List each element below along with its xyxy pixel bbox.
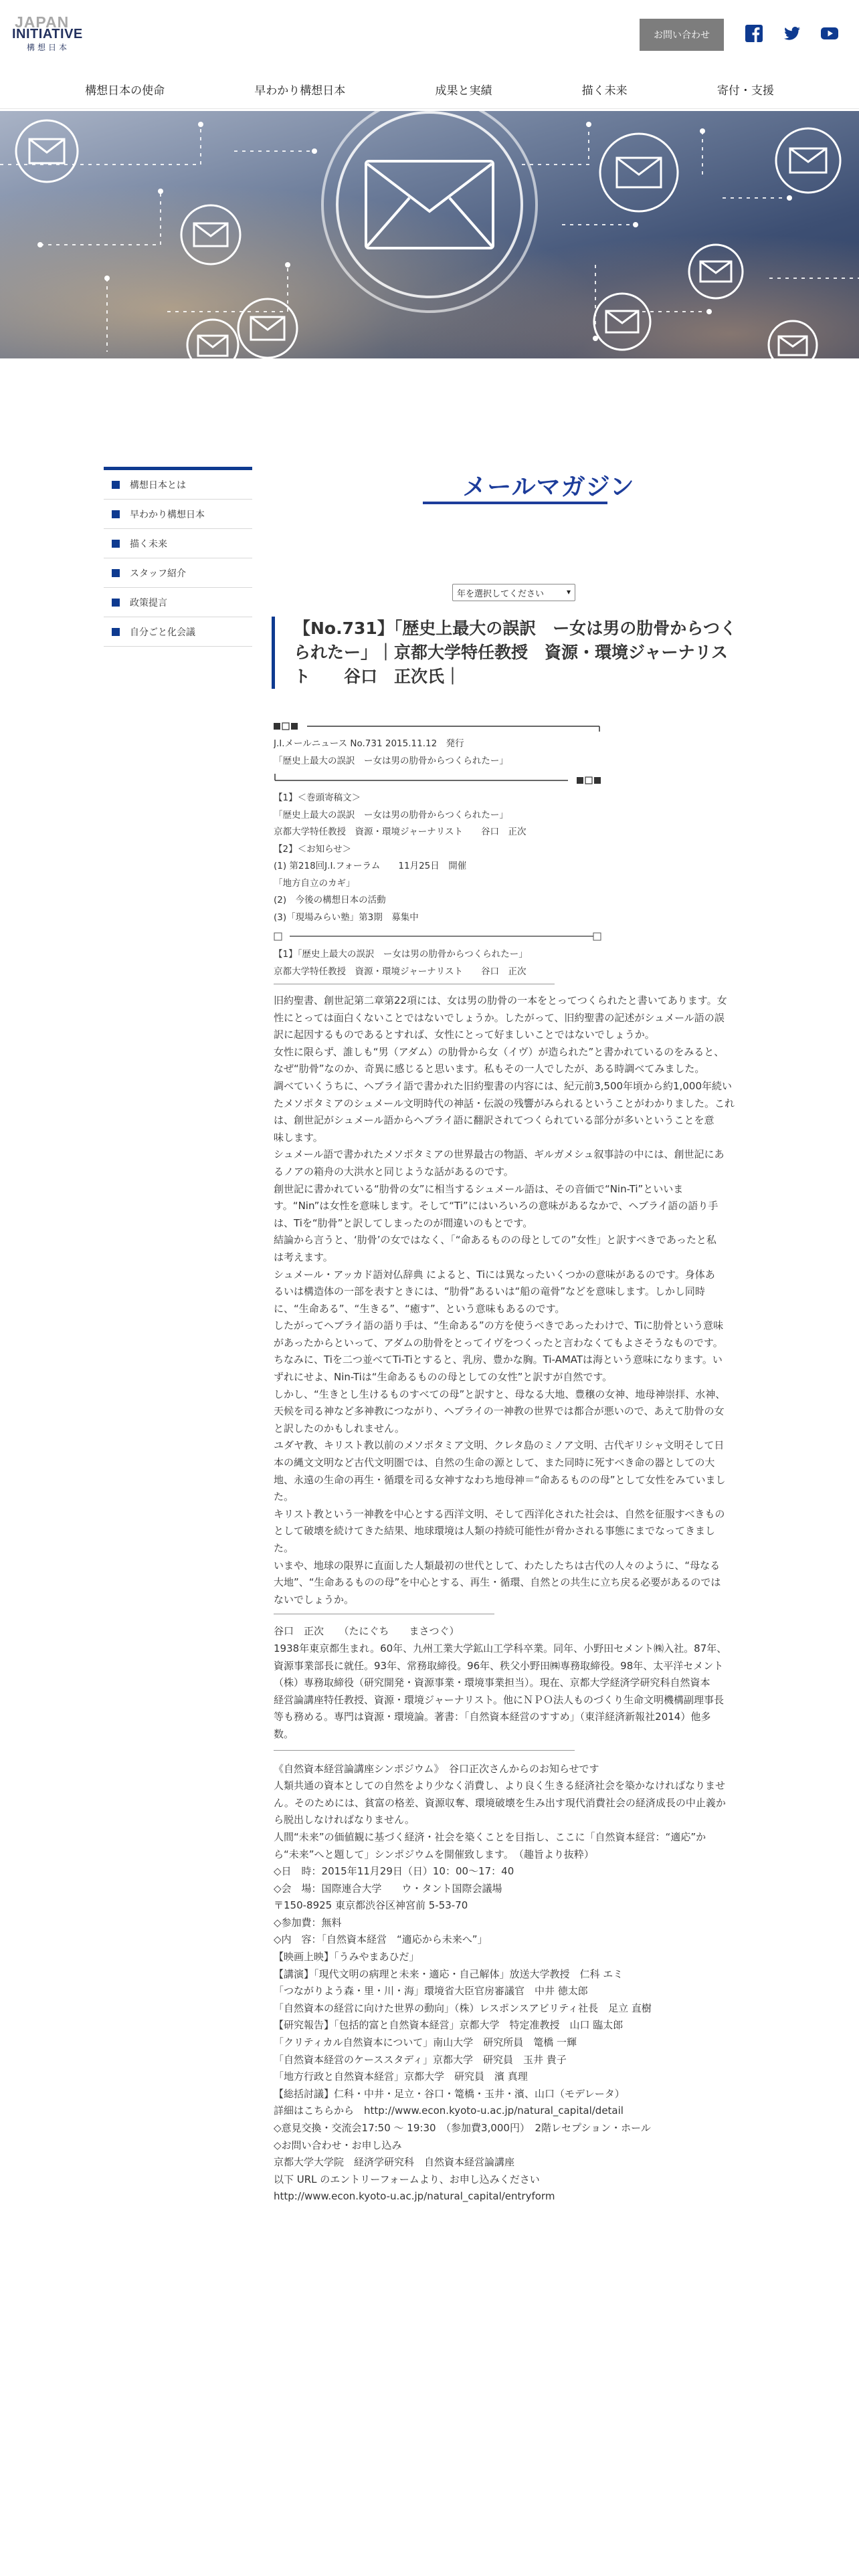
article-title-line: ト 谷口 正次氏｜ (294, 667, 462, 686)
site-header (0, 0, 859, 70)
article-paragraph-line: は、創世記がシュメール語からヘブライ語に翻訳されてつくられている部分が多いということを意 (274, 1114, 714, 1127)
symposium-line: ん。そのためには、貧富の格差、資源収奪、環境破壊を生み出す現代消費社会の経済成長の中止義か (274, 1796, 726, 1809)
article-paragraph-line: 地、永遠の生命の再生・循環を司る女神すなわち地母神＝“命あるものの母”として女性をみていまし (274, 1473, 726, 1486)
toc-line: 【2】＜お知らせ＞ (274, 843, 352, 855)
article-paragraph-line: シュメール・アッカド語対仏辞典 によると、Tiには異なったいくつかの意味があるのです。身体あ (274, 1268, 715, 1281)
symposium-line: 京都大学大学院 経済学研究科 自然資本経営論講座 (274, 2156, 515, 2169)
symposium-line: 「クリティカル自然資本について」南山大学 研究所員 篭橋 一輝 (274, 2036, 577, 2049)
sidebar-item-staff[interactable] (104, 558, 252, 588)
author-name: 谷口 正次 （たにぐち まさつぐ） (274, 1625, 460, 1638)
nav-item-future[interactable]: 描く未来 (581, 84, 628, 98)
square-bullet-icon (112, 510, 120, 518)
symposium-line: 〒150-8925 東京都渋谷区神宮前 5-53-70 (274, 1899, 468, 1912)
page-title: メールマガジン (462, 473, 635, 501)
article-paragraph-line: た。 (274, 1491, 294, 1503)
article-paragraph-line: があったからといって、アダムの肋骨をとってイヴをつくったと言わなくてもよさそうなものです。 (274, 1336, 723, 1349)
article-paragraph-line: るノアの箱舟の大洪水と同じような話があるのです。 (274, 1165, 514, 1178)
article-paragraph-line: は、Tiを“肋骨”と訳してしまったのが間違いのもとです。 (274, 1216, 533, 1229)
nav-item-donate[interactable]: 寄付・支援 (717, 84, 774, 98)
sidebar-item-jibungoto[interactable] (104, 617, 252, 647)
section-divider (274, 926, 757, 946)
symposium-line: 「自然資本の経営に向けた世界の動向」（株）レスポンスアビリティ社長 足立 直樹 (274, 2002, 652, 2014)
symposium-line: 《自然資本経営論講座シンポジウム》 谷口正次さんからのお知らせです (274, 1762, 599, 1775)
article-paragraph-line: いまや、地球の限界に直面した人類最初の世代として、わたしたちは古代の人々のように、“母なる (274, 1559, 721, 1572)
symposium-line: 人類共通の資本としての自然をより少なく消費し、より良く生きる経済社会を築かなければなりませ (274, 1780, 726, 1792)
sidebar-item-label: 構想日本とは (130, 479, 186, 491)
article-paragraph-line: 創世記に書かれている“肋骨の女”に相当するシュメール語は、その音価で“Nin-Ti”といいま (274, 1182, 684, 1195)
article-paragraph-line: 本の縄文文明など古代文明圏では、自然の生命の源として、また同時に死すべき命の器としての大 (274, 1457, 715, 1469)
article-paragraph-line: 性にとっては面白くないことではないでしょうか。したがって、旧約聖書の記述がシュメール語の誤 (274, 1011, 725, 1024)
article-paragraph-line: たメソポタミアのシュメール文明時代の神話・伝説の残響がみられるということがわかりました。これ (274, 1097, 735, 1109)
section1-title: 【1】「歴史上最大の誤訳 ー女は男の肋骨からつくられたー」 (274, 949, 528, 960)
sidebar-item-future[interactable] (104, 529, 252, 558)
symposium-line: ◇日 時：2015年11月29日（日）10：00～17：40 (274, 1865, 514, 1878)
article-paragraph-line: に、“生命ある”、“生きる”、“癒す”、という意味もあるのです。 (274, 1302, 565, 1315)
symposium-line: 【映画上映】「うみやまあひだ」 (274, 1951, 419, 1963)
title-underline (423, 502, 607, 504)
symposium-line: ◇内 容：「自然資本経営 “適応から未来へ”」 (274, 1933, 488, 1946)
twitter-icon[interactable] (783, 24, 801, 43)
toc-line: 【1】＜巻頭寄稿文＞ (274, 792, 361, 803)
symposium-line: 「地方行政と自然資本経営」京都大学 研究員 濱 真理 (274, 2070, 528, 2083)
article-paragraph-line: 訳に起因するものであるとすれば、女性にとって好ましいことではないでしょうか。 (274, 1029, 655, 1041)
newsletter-header-ornament (274, 770, 757, 790)
article-title (272, 617, 764, 689)
article-title-line: 【No.731】「歴史上最大の誤訳 ー女は男の肋骨からつく (294, 619, 737, 638)
author-bio (274, 1640, 757, 1743)
symposium-line: ◇意見交換・交流会17:50 ～ 19:30 （参加費3,000円） 2階レセプション・ホール (274, 2122, 651, 2134)
youtube-icon[interactable] (820, 24, 839, 43)
article-paragraph-line: るいは構造体の一部を表すときには、“肋骨”あるいは“船の竜骨”などを意味します。しかし同時 (274, 1285, 705, 1298)
logo-text-initiative: INITIATIVE (12, 27, 83, 41)
symposium-line: ら脱出しなければなりません。 (274, 1814, 415, 1826)
square-bullet-icon (112, 628, 120, 636)
article-paragraph-line: は考えます。 (274, 1251, 333, 1263)
sidebar-item-label: スタッフ紹介 (130, 568, 186, 579)
global-nav (0, 70, 859, 109)
article-paragraph-line: ユダヤ教、キリスト教以前のメソポタミア文明、クレタ島のミノア文明、古代ギリシャ文明そして日 (274, 1439, 725, 1452)
article-paragraph-line: 旧約聖書、創世記第二章第22項には、女は男の肋骨の一本をとってつくられたと書いてあります。女 (274, 994, 727, 1006)
article-paragraph-line: ずれにせよ、Nin-Tiは“生命あるものの母としての女性”と訳すが自然です。 (274, 1371, 613, 1384)
article-paragraph-line: た。 (274, 1542, 294, 1554)
symposium-line: 「自然資本経営のケーススタディ」京都大学 研究員 玉井 貴子 (274, 2053, 567, 2066)
symposium-line: ◇会 場：国際連合大学 ウ・タント国際会議場 (274, 1882, 502, 1895)
issue-info: J.I.メールニュース No.731 2015.11.12 発行 (274, 738, 464, 749)
article-paragraph-line: なぜ“肋骨”なのか、奇異に感じると思います。私もその一人でしたが、ある時調べてみました。 (274, 1063, 705, 1075)
sidebar-item-label: 自分ごと化会議 (130, 627, 195, 638)
divider-line: ――――――――――――――――――――――――――――――――― (274, 1610, 494, 1618)
site-logo[interactable] (12, 15, 99, 52)
author-bio-line: 1938年東京都生まれ。60年、九州工業大学鉱山工学科卒業。同年、小野田セメント㈱入社。87年、 (274, 1642, 727, 1654)
toc-line: 「歴史上最大の誤訳 ー女は男の肋骨からつくられたー」 (274, 809, 508, 821)
article-paragraph-line: す。“Nin”は女性を意味します。そして“Ti”にはいろいろの意味があるなかで、ヘブライ語の語り手 (274, 1200, 719, 1212)
toc-line: 京都大学特任教授 資源・環境ジャーナリスト 谷口 正次 (274, 827, 527, 837)
article-body (274, 716, 757, 2206)
divider-line: ――――――――――――――――――――――――――――――――――――――――――――― (274, 1746, 575, 1754)
entryform-link[interactable]: http://www.econ.kyoto-u.ac.jp/natural_capital/entryform (274, 2190, 555, 2203)
newsletter-header-ornament (274, 716, 757, 736)
article-text (274, 992, 757, 1608)
contact-button[interactable]: お問い合わせ (640, 19, 724, 51)
hero-image (0, 111, 859, 358)
article-paragraph-line: シュメール語で書かれたメソポタミアの世界最古の物語、ギルガメシュ叙事詩の中には、創世記にあ (274, 1148, 725, 1161)
symposium-line: ◇お問い合わせ・お申し込み (274, 2139, 402, 2151)
issue-subject: 「歴史上最大の誤訳 ー女は男の肋骨からつくられたー」 (274, 755, 508, 766)
author-bio-line: 経営論講座特任教授、資源・環境ジャーナリスト。他にＮＰＯ法人ものづくり生命文明機構副理事長 (274, 1693, 725, 1706)
symposium-line: 「つながりよう森・里・川・海」環境省大臣官房審議官 中井 徳太郎 (274, 1985, 588, 1998)
author-bio-line: （株）専務取締役（研究開発・資源事業・環境事業担当）。現在、京都大学経済学研究科自然資本 (274, 1677, 710, 1689)
symposium-line: ら“未来”へと題して」シンポジウムを開催致します。 （趣旨より抜粋） (274, 1848, 594, 1860)
article-paragraph-line: しかし、“生きとし生けるものすべての母”と訳すと、母なる大地、豊穣の女神、地母神崇拝、水神、 (274, 1388, 726, 1400)
year-select[interactable] (452, 584, 575, 601)
nav-item-overview[interactable]: 早わかり構想日本 (254, 84, 346, 98)
symposium-line: 【講演】「現代文明の病理と未来・適応・自己解体」放送大学教授 仁科 エミ (274, 1967, 624, 1980)
toc-line: (2) 今後の構想日本の活動 (274, 895, 386, 905)
sidebar-nav (104, 467, 252, 647)
nav-item-mission[interactable]: 構想日本の使命 (85, 84, 165, 98)
article-title-line: られたー」｜京都大学特任教授 資源・環境ジャーナリス (294, 643, 729, 662)
square-bullet-icon (112, 569, 120, 577)
facebook-icon[interactable] (745, 24, 763, 43)
square-bullet-icon (112, 481, 120, 489)
author-bio-line: 資源事業部長に就任。93年、常務取締役。96年、秩父小野田㈱専務取締役。98年、太平洋セメント (274, 1659, 724, 1672)
symposium-line: 以下 URL のエントリーフォームより、お申し込みください (274, 2173, 540, 2185)
symposium-line: 人間“未来”の価値観に基づく経済・社会を築くことを目指し、ここに「自然資本経営：“適応”か (274, 1830, 706, 1843)
sidebar-item-policy[interactable] (104, 588, 252, 617)
sidebar-item-label: 描く未来 (130, 538, 167, 550)
sidebar-item-about[interactable] (104, 470, 252, 500)
logo-text-jp: 構想日本 (27, 43, 70, 52)
square-bullet-icon (112, 540, 120, 548)
symposium-line: 詳細はこちらから http://www.econ.kyoto-u.ac.jp/natural_capital/detail (274, 2105, 624, 2117)
author-bio-line: 数。 (274, 1727, 294, 1740)
article-paragraph-line: ちなみに、Tiを二つ並べてTi-Tiとすると、乳房、豊かな胸。Ti-AMATは海という意味になります。い (274, 1354, 723, 1366)
article-paragraph-line: 味します。 (274, 1131, 323, 1144)
divider-line: ―――――――――――――――――――――――――――――――――――――――――― (274, 980, 555, 988)
symposium-line: ◇参加費：無料 (274, 1916, 342, 1929)
toc-line: (3)「現場みらい塾」第3期 募集中 (274, 911, 419, 923)
chevron-down-icon: ▾ (566, 587, 571, 597)
author-bio-line: 等も務める。専門は資源・環境論。著書：「自然資本経営のすすめ」（東洋経済新報社2014）他多 (274, 1711, 711, 1723)
section1-author: 京都大学特任教授 資源・環境ジャーナリスト 谷口 正次 (274, 966, 527, 977)
sidebar-item-label: 早わかり構想日本 (130, 509, 205, 520)
nav-item-results[interactable]: 成果と実績 (435, 84, 492, 98)
article-paragraph-line: と訳したのかもしれません。 (274, 1422, 405, 1434)
article-paragraph-line: 結論から言うと、‘肋骨’の女ではなく、「“命あるものの母としての”女性」と訳すべきであったと私 (274, 1234, 717, 1247)
symposium-line: 【総括討議】仁科・中井・足立・谷口・篭橋・玉井・濱、山口（モデレータ） (274, 2087, 625, 2100)
article-paragraph-line: したがってヘブライ語の語り手は、“生命ある”の方を使うべきであったわけで、Tiに肋骨という意味 (274, 1319, 724, 1332)
sidebar-item-overview[interactable] (104, 500, 252, 529)
toc-line: (1) 第218回J.I.フォーラム 11月25日 開催 (274, 861, 467, 871)
article-paragraph-line: ないでしょうか。 (274, 1593, 355, 1606)
article-paragraph-line: 調べていくうちに、ヘブライ語で書かれた旧約聖書の内容には、紀元前3,500年頃から約1,000年続い (274, 1079, 732, 1092)
logo-text-japan: JAPAN (15, 13, 70, 31)
toc-line: 「地方自立のカギ」 (274, 877, 355, 889)
article-paragraph-line: として破壊を続けてきた結果、地球環境は人類の持続可能性が脅かされる事態にまでなってきまし (274, 1525, 716, 1537)
square-bullet-icon (112, 599, 120, 607)
article-paragraph-line: 女性に限らず、誰しも“男（アダム）の肋骨から女（イヴ）が造られた”と書かれているのをみると、 (274, 1045, 725, 1058)
symposium-notice (274, 1761, 757, 2206)
article-paragraph-line: 天候を司る神など多神教につながり、ヘブライの一神教の世界では都合が悪いので、あえて肋骨の女 (274, 1405, 725, 1418)
article-paragraph-line: 大地”、“生命あるものの母”を中心とする、再生・循環、自然との共生に立ち戻る必要があるのでは (274, 1576, 721, 1589)
article-paragraph-line: キリスト教という一神教を中心とする西洋文明、そして西洋化された社会は、自然を征服すべきもの (274, 1507, 725, 1520)
symposium-line: 【研究報告】「包括的富と自然資本経営」京都大学 特定准教授 山口 臨太郎 (274, 2019, 624, 2032)
sidebar-item-label: 政策提言 (130, 597, 167, 609)
year-select-value: 年を選択してください (457, 588, 545, 599)
